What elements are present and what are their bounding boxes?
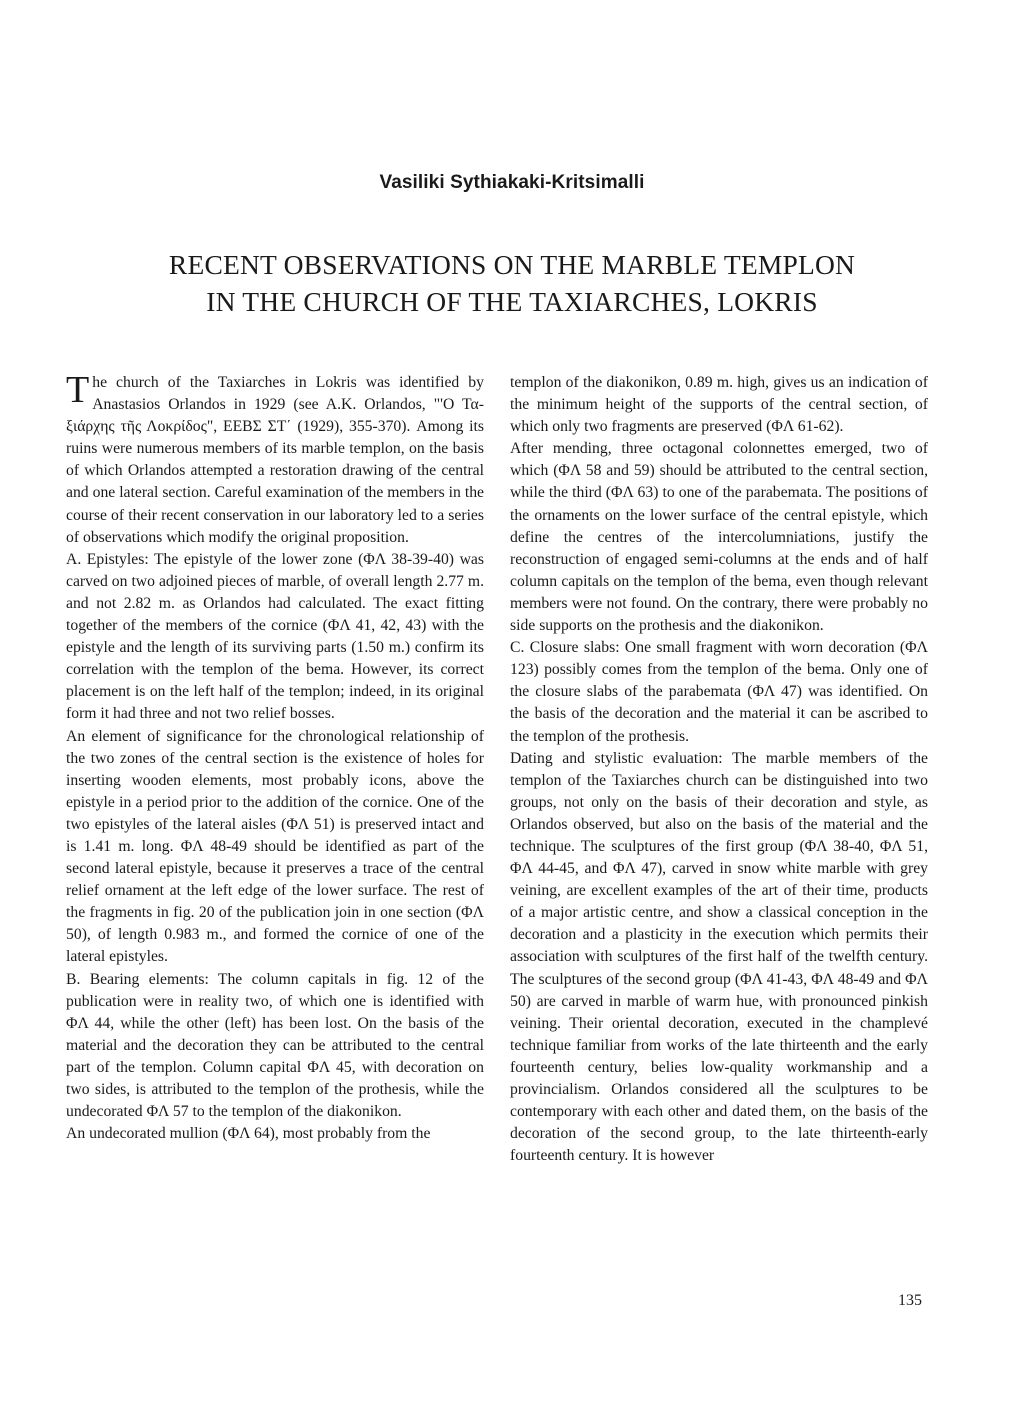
paragraph: An undecorated mullion (ΦΛ 64), most probably from the bbox=[66, 1125, 431, 1143]
paragraph: An element of significance for the chronological relationship of the two zones of the central section is the existence of holes for inserting wooden elements, most probably icons, above the epistyle in a period prior to the addition of the cornice. One of the two epistyles of the lateral aisles (ΦΛ 51) is preserved intact and is 1.41 m. long. ΦΛ 48-49 should be identified as part of the second lateral epistyle, because it preserves a trace of the central relief ornament at the left edge of the lower surface. The rest of the fragments in fig. 20 of the publication join in one section (ΦΛ 50), of length 0.983 m., and formed the cornice of one of the lateral epistyles. bbox=[66, 727, 484, 966]
paragraph-text: he church of the Taxiarches in Lokris was identified by Anastasios Orlandos in 1929 (see A.K. Orlandos, "'Ο Ταξιάρχης τῆς Λοκρίδος", ΕΕΒΣ ΣΤ΄ (1929), 355-370). Among its ruins were numerous members of its marble templon, on the basis of which Orlandos attempted a restoration drawing of the central and one lateral section. Careful examination of the members in the course of their recent conservation in our laboratory led to a series of observations which modify the original proposition. bbox=[66, 374, 484, 546]
title-line-2: IN THE CHURCH OF THE TAXIARCHES, LOKRIS bbox=[206, 286, 818, 317]
right-column bbox=[510, 372, 928, 1167]
paragraph: A. Epistyles: The epistyle of the lower zone (ΦΛ 38-39-40) was carved on two adjoined pieces of marble, of overall length 2.77 m. and not 2.82 m. as Orlandos had calculated. The exact fitting together of the members of the cornice (ΦΛ 41, 42, 43) with the epistyle and the length of its surviving parts (1.50 m.) confirm its correlation with the templon of the bema. However, its correct placement is on the left half of the templon; indeed, in its original form it had three and not two relief bosses. bbox=[66, 550, 484, 723]
title-line-1: RECENT OBSERVATIONS ON THE MARBLE TEMPLON bbox=[168, 249, 856, 280]
paragraph bbox=[66, 369, 484, 549]
paragraph: C. Closure slabs: One small fragment with worn decoration (ΦΛ 123) possibly comes from the templon of the bema. Only one of the closure slabs of the parabemata (ΦΛ 47) was identified. On the basis of the decoration and the material it can be ascribed to the templon of the prothesis. bbox=[510, 639, 928, 745]
paragraph: After mending, three octagonal colonnettes emerged, two of which (ΦΛ 58 and 59) should be attributed to the central section, while the third (ΦΛ 63) to one of the parabemata. The positions of the ornaments on the lower surface of the central epistyle, which define the centres of the intercolumniations, justify the reconstruction of engaged semi-columns at the ends and of half column capitals on the templon of the bema, even though relevant members were not found. On the contrary, there were probably no side supports on the prothesis and the diakonikon. bbox=[510, 440, 928, 635]
left-column bbox=[66, 369, 484, 1145]
article-title bbox=[0, 246, 1024, 320]
paragraph: templon of the diakonikon, 0.89 m. high, gives us an indication of the minimum height of the supports of the central section, of which only two fragments are preserved (ΦΛ 61-62). bbox=[510, 374, 928, 436]
page-number: 135 bbox=[898, 1292, 922, 1309]
drop-cap: T bbox=[66, 369, 90, 411]
paragraph: Dating and stylistic evaluation: The marble members of the templon of the Taxiarches church can be distinguished into two groups, not only on the basis of their decoration and style, as Orlandos observed, but also on the basis of the material and the technique. The sculptures of the first group (ΦΛ 38-40, ΦΛ 51, ΦΛ 44-45, and ΦΛ 47), carved in snow white marble with grey veining, are excellent examples of the art of their time, products of a major artistic centre, and show a classical conception in the decoration and a plasticity in the execution which permits their association with sculptures of the first half of the twelfth century. The sculptures of the second group (ΦΛ 41-43, ΦΛ 48-49 and ΦΛ 50) are carved in marble of warm hue, with pronounced pinkish veining. Their oriental decoration, executed in the champlevé technique familiar from works of the late thirteenth and the early fourteenth century, belies low-quality workmanship and a provincialism. Orlandos considered all the sculptures to be contemporary with each other and dated them, on the basis of the decoration of the second group, to the late thirteenth-early fourteenth century. It is however bbox=[510, 749, 928, 1165]
paragraph: B. Bearing elements: The column capitals in fig. 12 of the publication were in reality two, of which one is identified with ΦΛ 44, while the other (left) has been lost. On the basis of the material and the decoration they can be attributed to the central part of the templon. Column capital ΦΛ 45, with decoration on two sides, is attributed to the templon of the prothesis, while the undecorated ΦΛ 57 to the templon of the diakonikon. bbox=[66, 970, 484, 1121]
author-name: Vasiliki Sythiakaki-Kritsimalli bbox=[379, 172, 645, 193]
